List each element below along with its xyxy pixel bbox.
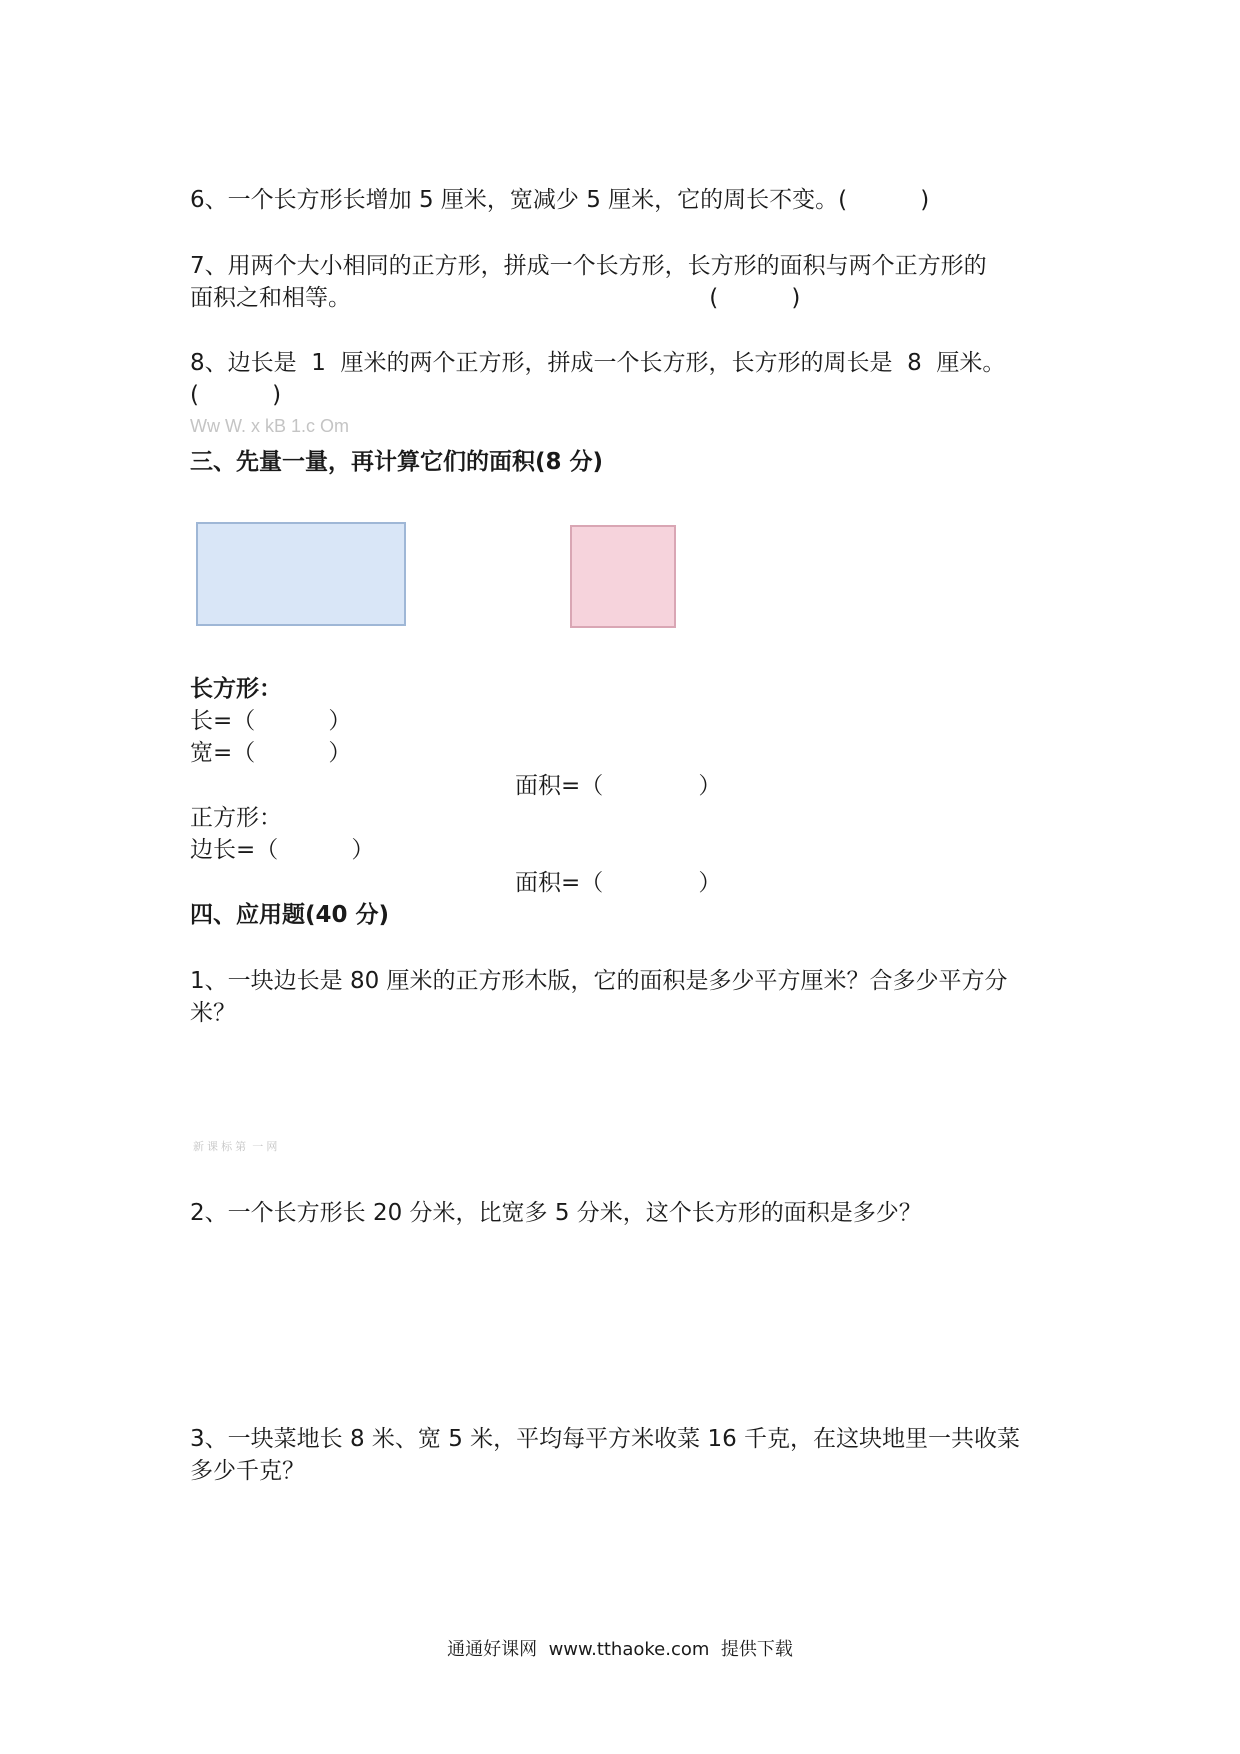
- watermark-text: 新 课 标 第 一 网: [193, 1141, 278, 1153]
- square-title: 正方形：: [190, 805, 282, 831]
- rectangle-figure: [196, 522, 406, 626]
- application-question-3-line-2: 多少千克？: [190, 1458, 305, 1484]
- square-side: 边长=（ ）: [190, 837, 375, 863]
- page-footer: 通通好课网 www.tthaoke.com 提供下载: [447, 1639, 793, 1660]
- square-area: 面积=（ ）: [515, 870, 722, 896]
- section-4-heading: 四、应用题(40 分): [190, 902, 390, 928]
- rectangle-length: 长=（ ）: [190, 708, 352, 734]
- question-8-line-1: 8、边长是 1 厘米的两个正方形，拼成一个长方形，长方形的周长是 8 厘米。: [190, 350, 1006, 376]
- question-7-line-1: 7、用两个大小相同的正方形，拼成一个长方形，长方形的面积与两个正方形的: [190, 253, 987, 279]
- application-question-3-line-1: 3、一块菜地长 8 米、宽 5 米，平均每平方米收菜 16 千克，在这块地里一共收菜: [190, 1426, 1021, 1452]
- question-7-line-2: 面积之和相等。 ( ): [190, 285, 801, 311]
- question-6: 6、一个长方形长增加 5 厘米，宽减少 5 厘米，它的周长不变。( ): [190, 187, 930, 213]
- rectangle-width: 宽=（ ）: [190, 740, 352, 766]
- rectangle-area: 面积=（ ）: [515, 773, 722, 799]
- application-question-2: 2、一个长方形长 20 分米，比宽多 5 分米，这个长方形的面积是多少？: [190, 1200, 922, 1226]
- square-figure: [570, 525, 676, 628]
- rectangle-title: 长方形：: [190, 676, 282, 702]
- application-question-1-line-1: 1、一块边长是 80 厘米的正方形木版，它的面积是多少平方厘米？合多少平方分: [190, 968, 1008, 994]
- question-8-line-2: ( ): [190, 382, 282, 408]
- application-question-1-line-2: 米？: [190, 1000, 236, 1026]
- watermark-url: Ww W. x kB 1.c Om: [190, 416, 350, 436]
- section-3-heading: 三、先量一量，再计算它们的面积(8 分): [190, 449, 604, 475]
